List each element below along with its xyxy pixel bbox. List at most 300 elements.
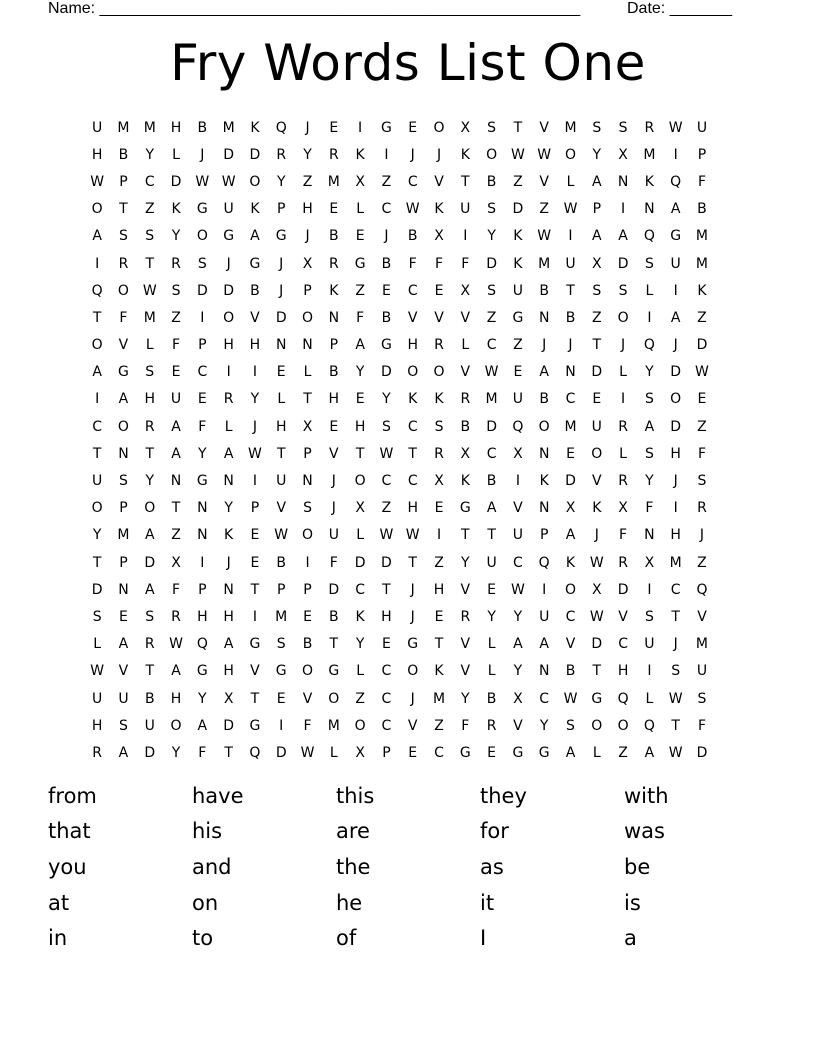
grid-letter[interactable]: G — [249, 717, 261, 734]
grid-letter[interactable]: V — [460, 663, 471, 680]
grid-letter[interactable]: N — [118, 445, 129, 462]
grid-letter[interactable]: A — [92, 364, 102, 381]
grid-letter[interactable]: V — [539, 119, 549, 136]
grid-letter[interactable]: M — [695, 255, 709, 272]
grid-letter[interactable]: Q — [275, 119, 287, 136]
grid-letter[interactable]: A — [592, 228, 602, 245]
grid-letter[interactable]: E — [355, 391, 365, 408]
grid-letter[interactable]: O — [170, 717, 182, 734]
grid-letter[interactable]: E — [381, 282, 391, 299]
grid-letter[interactable]: D — [591, 636, 603, 653]
grid-letter[interactable]: P — [592, 201, 602, 218]
grid-letter[interactable]: C — [407, 173, 418, 190]
grid-letter[interactable]: I — [673, 500, 678, 517]
grid-letter[interactable]: I — [673, 282, 678, 299]
grid-letter[interactable]: M — [327, 173, 340, 190]
grid-letter[interactable]: H — [91, 717, 103, 734]
grid-letter[interactable]: S — [92, 608, 102, 625]
grid-letter[interactable]: O — [91, 337, 103, 354]
grid-letter[interactable]: J — [200, 146, 205, 163]
grid-letter[interactable]: R — [144, 418, 155, 435]
grid-letter[interactable]: D — [617, 581, 629, 598]
grid-letter[interactable]: V — [434, 309, 444, 326]
grid-letter[interactable]: D — [196, 282, 208, 299]
grid-letter[interactable]: Z — [144, 201, 155, 218]
grid-letter[interactable]: F — [697, 445, 706, 462]
grid-letter[interactable]: X — [355, 173, 365, 190]
grid-letter[interactable]: S — [119, 228, 128, 245]
grid-letter[interactable]: O — [407, 663, 419, 680]
grid-letter[interactable]: O — [302, 663, 314, 680]
grid-letter[interactable]: W — [510, 146, 525, 163]
grid-letter[interactable]: I — [226, 364, 231, 381]
grid-letter[interactable]: W — [668, 119, 683, 136]
grid-letter[interactable]: E — [697, 391, 707, 408]
grid-letter[interactable]: B — [565, 663, 576, 680]
grid-letter[interactable]: A — [92, 228, 102, 245]
grid-letter[interactable]: R — [223, 391, 234, 408]
grid-letter[interactable]: C — [381, 717, 392, 734]
grid-letter[interactable]: P — [277, 581, 286, 598]
grid-letter[interactable]: W — [537, 146, 552, 163]
grid-letter[interactable]: C — [486, 445, 497, 462]
grid-letter[interactable]: S — [487, 201, 497, 218]
grid-letter[interactable]: H — [433, 581, 445, 598]
grid-letter[interactable]: V — [513, 717, 523, 734]
grid-letter[interactable]: N — [644, 201, 655, 218]
grid-letter[interactable]: G — [354, 255, 366, 272]
grid-letter[interactable]: K — [329, 282, 339, 299]
grid-letter[interactable]: W — [195, 173, 210, 190]
grid-letter[interactable]: S — [119, 473, 128, 490]
grid-letter[interactable]: C — [539, 690, 550, 707]
grid-letter[interactable]: E — [276, 690, 286, 707]
grid-letter[interactable]: C — [144, 173, 155, 190]
grid-letter[interactable]: A — [144, 581, 155, 598]
grid-letter[interactable]: T — [461, 527, 470, 544]
grid-letter[interactable]: H — [223, 608, 234, 625]
grid-letter[interactable]: E — [408, 119, 418, 136]
grid-letter[interactable]: O — [354, 473, 366, 490]
grid-letter[interactable]: W — [668, 744, 683, 761]
grid-letter[interactable]: O — [538, 418, 550, 435]
grid-letter[interactable]: C — [670, 581, 681, 598]
grid-letter[interactable]: N — [275, 337, 287, 354]
grid-letter[interactable]: B — [197, 119, 208, 136]
grid-letter[interactable]: P — [250, 500, 260, 517]
grid-letter[interactable]: N — [118, 581, 129, 598]
grid-letter[interactable]: Z — [513, 173, 523, 190]
grid-letter[interactable]: W — [90, 173, 105, 190]
grid-letter[interactable]: N — [644, 527, 655, 544]
grid-letter[interactable]: T — [224, 744, 233, 761]
grid-letter[interactable]: J — [673, 473, 678, 490]
grid-letter[interactable]: J — [673, 337, 678, 354]
grid-letter[interactable]: K — [355, 146, 365, 163]
grid-letter[interactable]: C — [434, 744, 444, 761]
grid-letter[interactable]: Z — [697, 554, 707, 571]
grid-letter[interactable]: S — [697, 690, 707, 707]
grid-letter[interactable]: F — [434, 255, 444, 272]
grid-letter[interactable]: Q — [643, 717, 655, 734]
grid-letter[interactable]: B — [539, 282, 549, 299]
grid-letter[interactable]: A — [171, 418, 181, 435]
grid-letter[interactable]: I — [568, 228, 573, 245]
grid-letter[interactable]: C — [565, 608, 576, 625]
grid-letter[interactable]: L — [145, 337, 154, 354]
grid-letter[interactable]: I — [279, 717, 284, 734]
grid-letter[interactable]: P — [303, 581, 312, 598]
grid-letter[interactable]: C — [407, 418, 418, 435]
grid-letter[interactable]: K — [644, 173, 654, 190]
grid-letter[interactable]: D — [354, 554, 366, 571]
grid-letter[interactable]: B — [460, 418, 471, 435]
grid-letter[interactable]: U — [276, 473, 287, 490]
grid-letter[interactable]: H — [170, 690, 182, 707]
grid-letter[interactable]: R — [618, 554, 628, 571]
grid-letter[interactable]: Y — [645, 473, 654, 490]
grid-letter[interactable]: D — [223, 717, 235, 734]
grid-letter[interactable]: E — [434, 500, 444, 517]
grid-letter[interactable]: S — [592, 282, 602, 299]
grid-letter[interactable]: Q — [643, 228, 655, 245]
grid-letter[interactable]: T — [92, 309, 102, 326]
grid-letter[interactable]: H — [670, 445, 681, 462]
grid-letter[interactable]: H — [170, 119, 182, 136]
grid-letter[interactable]: J — [331, 473, 336, 490]
grid-letter[interactable]: E — [250, 527, 260, 544]
grid-letter[interactable]: U — [591, 418, 602, 435]
grid-letter[interactable]: J — [226, 554, 231, 571]
grid-letter[interactable]: F — [408, 255, 417, 272]
grid-letter[interactable]: W — [510, 581, 525, 598]
grid-letter[interactable]: R — [434, 445, 444, 462]
grid-letter[interactable]: N — [170, 473, 182, 490]
grid-letter[interactable]: T — [566, 282, 575, 299]
grid-letter[interactable]: Y — [645, 364, 654, 381]
grid-letter[interactable]: U — [670, 255, 681, 272]
grid-letter[interactable]: O — [249, 173, 261, 190]
grid-letter[interactable]: W — [484, 364, 499, 381]
grid-letter[interactable]: Q — [91, 282, 103, 299]
grid-letter[interactable]: C — [486, 337, 497, 354]
grid-letter[interactable]: X — [565, 500, 576, 517]
grid-letter[interactable]: M — [669, 554, 682, 571]
grid-letter[interactable]: V — [460, 581, 471, 598]
grid-letter[interactable]: Y — [355, 636, 365, 653]
grid-letter[interactable]: O — [617, 717, 629, 734]
grid-letter[interactable]: H — [302, 201, 313, 218]
grid-letter[interactable]: J — [252, 418, 257, 435]
grid-letter[interactable]: P — [697, 146, 707, 163]
grid-letter[interactable]: I — [252, 608, 257, 625]
grid-letter[interactable]: L — [566, 173, 575, 190]
grid-letter[interactable]: W — [379, 445, 394, 462]
grid-letter[interactable]: F — [119, 309, 128, 326]
grid-letter[interactable]: V — [250, 309, 260, 326]
grid-letter[interactable]: S — [618, 282, 628, 299]
grid-letter[interactable]: V — [592, 473, 602, 490]
grid-letter[interactable]: U — [170, 391, 182, 408]
grid-letter[interactable]: C — [618, 636, 628, 653]
grid-letter[interactable]: Y — [276, 173, 286, 190]
grid-letter[interactable]: T — [329, 636, 339, 653]
grid-letter[interactable]: O — [433, 119, 445, 136]
grid-letter[interactable]: R — [618, 418, 628, 435]
grid-letter[interactable]: B — [250, 282, 260, 299]
grid-letter[interactable]: K — [592, 500, 602, 517]
grid-letter[interactable]: D — [565, 473, 576, 490]
grid-letter[interactable]: E — [329, 201, 339, 218]
grid-letter[interactable]: T — [145, 663, 155, 680]
grid-letter[interactable]: L — [93, 636, 102, 653]
grid-letter[interactable]: K — [513, 228, 523, 245]
grid-letter[interactable]: J — [594, 527, 599, 544]
grid-letter[interactable]: E — [303, 608, 312, 625]
grid-letter[interactable]: Y — [592, 146, 602, 163]
grid-letter[interactable]: V — [250, 663, 260, 680]
grid-letter[interactable]: N — [538, 663, 550, 680]
grid-letter[interactable]: Z — [486, 309, 497, 326]
grid-letter[interactable]: R — [328, 146, 339, 163]
grid-letter[interactable]: S — [145, 608, 155, 625]
grid-letter[interactable]: M — [432, 690, 446, 707]
grid-letter[interactable]: U — [328, 527, 339, 544]
grid-letter[interactable]: D — [170, 173, 182, 190]
grid-letter[interactable]: P — [539, 527, 549, 544]
grid-letter[interactable]: K — [434, 663, 444, 680]
grid-letter[interactable]: T — [250, 581, 260, 598]
grid-letter[interactable]: C — [513, 554, 523, 571]
grid-letter[interactable]: E — [434, 282, 444, 299]
grid-letter[interactable]: H — [197, 608, 208, 625]
grid-letter[interactable]: X — [460, 119, 471, 136]
grid-letter[interactable]: V — [407, 717, 418, 734]
grid-letter[interactable]: B — [407, 228, 418, 245]
grid-letter[interactable]: S — [644, 255, 654, 272]
grid-letter[interactable]: O — [91, 201, 103, 218]
grid-letter[interactable]: I — [647, 663, 652, 680]
grid-letter[interactable]: O — [302, 527, 314, 544]
grid-letter[interactable]: O — [144, 500, 156, 517]
grid-letter[interactable]: P — [119, 500, 128, 517]
grid-letter[interactable]: M — [485, 391, 498, 408]
grid-letter[interactable]: S — [644, 391, 654, 408]
grid-letter[interactable]: X — [460, 282, 471, 299]
grid-letter[interactable]: T — [671, 717, 680, 734]
grid-letter[interactable]: W — [668, 690, 683, 707]
grid-letter[interactable]: O — [354, 717, 366, 734]
grid-letter[interactable]: S — [671, 663, 681, 680]
name-field[interactable]: Name: ______________________________________________________ — [48, 0, 581, 17]
grid-letter[interactable]: U — [92, 473, 103, 490]
grid-letter[interactable]: G — [591, 690, 603, 707]
grid-letter[interactable]: A — [118, 391, 129, 408]
grid-letter[interactable]: S — [487, 282, 497, 299]
grid-letter[interactable]: L — [329, 744, 338, 761]
grid-letter[interactable]: Y — [539, 717, 549, 734]
grid-letter[interactable]: E — [487, 744, 497, 761]
grid-letter[interactable]: D — [223, 146, 235, 163]
grid-letter[interactable]: T — [382, 581, 391, 598]
grid-letter[interactable]: B — [144, 690, 155, 707]
grid-letter[interactable]: C — [197, 364, 208, 381]
grid-letter[interactable]: R — [697, 500, 707, 517]
grid-letter[interactable]: J — [305, 119, 310, 136]
grid-letter[interactable]: V — [460, 636, 471, 653]
grid-letter[interactable]: B — [118, 146, 129, 163]
grid-letter[interactable]: C — [355, 581, 365, 598]
grid-letter[interactable]: X — [618, 500, 628, 517]
grid-letter[interactable]: U — [696, 663, 708, 680]
grid-letter[interactable]: O — [564, 581, 576, 598]
grid-letter[interactable]: B — [329, 608, 339, 625]
grid-letter[interactable]: E — [276, 364, 286, 381]
grid-letter[interactable]: M — [117, 527, 130, 544]
grid-letter[interactable]: Q — [512, 418, 524, 435]
grid-letter[interactable]: H — [91, 146, 103, 163]
grid-letter[interactable]: I — [621, 391, 626, 408]
grid-letter[interactable]: G — [249, 636, 261, 653]
grid-letter[interactable]: X — [434, 228, 444, 245]
grid-letter[interactable]: K — [460, 473, 470, 490]
grid-letter[interactable]: F — [697, 717, 706, 734]
grid-letter[interactable]: T — [171, 500, 181, 517]
grid-letter[interactable]: Q — [538, 554, 550, 571]
grid-letter[interactable]: D — [144, 744, 156, 761]
grid-letter[interactable]: R — [486, 717, 497, 734]
grid-letter[interactable]: N — [538, 445, 550, 462]
grid-letter[interactable]: V — [513, 500, 523, 517]
grid-letter[interactable]: M — [327, 717, 340, 734]
grid-letter[interactable]: U — [512, 282, 524, 299]
grid-letter[interactable]: Z — [302, 173, 313, 190]
grid-letter[interactable]: I — [463, 228, 468, 245]
grid-letter[interactable]: W — [537, 228, 552, 245]
grid-letter[interactable]: V — [407, 309, 418, 326]
grid-letter[interactable]: O — [670, 391, 682, 408]
grid-letter[interactable]: N — [223, 581, 234, 598]
grid-letter[interactable]: Y — [198, 445, 207, 462]
grid-letter[interactable]: A — [592, 173, 602, 190]
grid-letter[interactable]: R — [434, 337, 444, 354]
grid-letter[interactable]: W — [563, 201, 578, 218]
date-field[interactable]: Date: _______ — [627, 0, 732, 17]
grid-letter[interactable]: E — [329, 418, 339, 435]
grid-letter[interactable]: D — [249, 146, 261, 163]
grid-letter[interactable]: B — [329, 228, 339, 245]
grid-letter[interactable]: Q — [643, 337, 655, 354]
grid-letter[interactable]: V — [276, 500, 287, 517]
grid-letter[interactable]: Z — [697, 309, 707, 326]
grid-letter[interactable]: N — [538, 500, 550, 517]
grid-letter[interactable]: B — [276, 554, 287, 571]
grid-letter[interactable]: E — [171, 364, 181, 381]
grid-letter[interactable]: J — [331, 500, 336, 517]
grid-letter[interactable]: O — [302, 309, 314, 326]
grid-letter[interactable]: O — [591, 445, 603, 462]
grid-letter[interactable]: V — [539, 173, 549, 190]
grid-letter[interactable]: N — [328, 309, 340, 326]
grid-letter[interactable]: D — [591, 364, 603, 381]
grid-letter[interactable]: W — [379, 527, 394, 544]
grid-letter[interactable]: C — [407, 473, 418, 490]
grid-letter[interactable]: Z — [539, 201, 549, 218]
grid-letter[interactable]: C — [381, 690, 392, 707]
grid-letter[interactable]: P — [303, 445, 312, 462]
grid-letter[interactable]: U — [696, 119, 708, 136]
grid-letter[interactable]: Y — [145, 146, 155, 163]
grid-letter[interactable]: Q — [196, 636, 208, 653]
grid-letter[interactable]: B — [381, 309, 392, 326]
grid-letter[interactable]: V — [302, 690, 313, 707]
grid-letter[interactable]: D — [617, 255, 629, 272]
grid-letter[interactable]: V — [697, 608, 707, 625]
grid-letter[interactable]: L — [356, 663, 365, 680]
grid-letter[interactable]: S — [644, 608, 654, 625]
grid-letter[interactable]: O — [91, 500, 103, 517]
grid-letter[interactable]: F — [461, 717, 470, 734]
grid-letter[interactable]: A — [513, 636, 523, 653]
grid-letter[interactable]: S — [381, 418, 391, 435]
grid-letter[interactable]: J — [673, 636, 678, 653]
grid-letter[interactable]: Y — [171, 744, 181, 761]
grid-letter[interactable]: X — [223, 690, 234, 707]
grid-letter[interactable]: M — [695, 636, 709, 653]
grid-letter[interactable]: A — [250, 228, 260, 245]
grid-letter[interactable]: K — [434, 201, 444, 218]
grid-letter[interactable]: R — [328, 255, 339, 272]
grid-letter[interactable]: J — [226, 255, 231, 272]
grid-letter[interactable]: Q — [670, 173, 682, 190]
grid-letter[interactable]: V — [460, 364, 471, 381]
grid-letter[interactable]: G — [196, 473, 208, 490]
grid-letter[interactable]: I — [515, 473, 520, 490]
grid-letter[interactable]: H — [407, 337, 418, 354]
grid-letter[interactable]: T — [92, 554, 102, 571]
grid-letter[interactable]: C — [381, 663, 392, 680]
grid-letter[interactable]: Y — [487, 608, 496, 625]
grid-letter[interactable]: Z — [381, 173, 392, 190]
grid-letter[interactable]: B — [381, 255, 392, 272]
grid-letter[interactable]: W — [142, 282, 157, 299]
grid-letter[interactable]: G — [196, 201, 208, 218]
grid-letter[interactable]: R — [171, 608, 181, 625]
grid-letter[interactable]: T — [119, 201, 128, 218]
grid-letter[interactable]: S — [566, 717, 575, 734]
grid-letter[interactable]: B — [486, 690, 497, 707]
grid-letter[interactable]: G — [538, 744, 550, 761]
grid-letter[interactable]: U — [512, 527, 524, 544]
grid-letter[interactable]: B — [486, 473, 497, 490]
grid-letter[interactable]: I — [436, 527, 442, 544]
grid-letter[interactable]: B — [565, 309, 576, 326]
grid-letter[interactable]: J — [410, 581, 415, 598]
grid-letter[interactable]: G — [380, 119, 392, 136]
grid-letter[interactable]: Y — [355, 364, 365, 381]
grid-letter[interactable]: M — [695, 228, 709, 245]
grid-letter[interactable]: X — [513, 690, 523, 707]
grid-letter[interactable]: K — [513, 255, 523, 272]
grid-letter[interactable]: U — [512, 391, 524, 408]
grid-letter[interactable]: G — [512, 309, 524, 326]
grid-letter[interactable]: H — [223, 337, 234, 354]
grid-letter[interactable]: I — [384, 146, 389, 163]
grid-letter[interactable]: P — [277, 201, 286, 218]
grid-letter[interactable]: T — [355, 445, 365, 462]
grid-letter[interactable]: I — [252, 473, 257, 490]
grid-letter[interactable]: Y — [382, 391, 391, 408]
